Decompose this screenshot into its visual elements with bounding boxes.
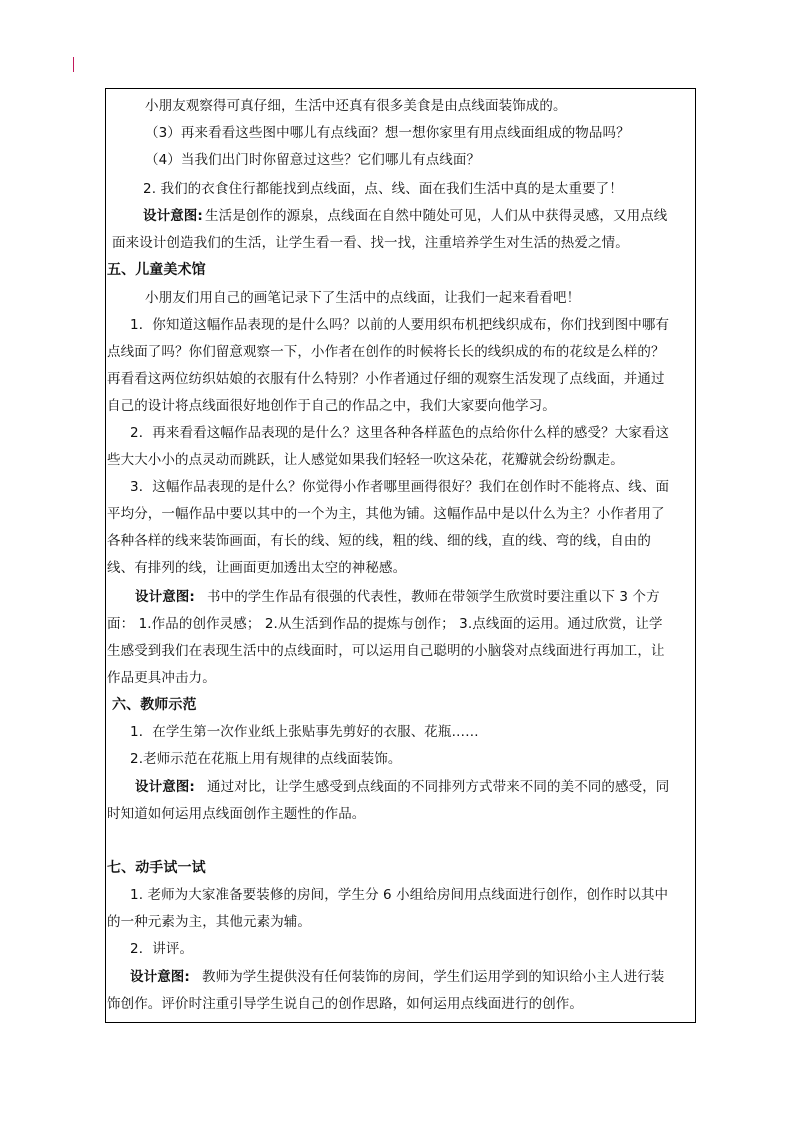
- margin-mark: [73, 57, 74, 72]
- text-line: 生感受到我们在表现生活中的点线面时，可以运用自己聪明的小脑袋对点线面进行再加工，让: [107, 643, 665, 659]
- text-line: 线、有排列的线，让画面更加透出太空的神秘感。: [107, 560, 407, 576]
- design-intent-label: 设计意图:: [143, 208, 203, 224]
- text-line: 时知道如何运用点线面创作主题性的作品。: [107, 806, 366, 822]
- text-line: 通过对比，让学生感受到点线面的不同排列方式带来不同的美不同的感受，同: [207, 779, 670, 795]
- section-heading-7: 七、动手试一试: [107, 860, 206, 876]
- text-line: 2. 我们的衣食住行都能找到点线面，点、线、面在我们生活中真的是太重要了！: [143, 181, 623, 197]
- text-line: 生活是创作的源泉，点线面在自然中随处可见，人们从中获得灵感，又用点线: [205, 208, 668, 224]
- text-line: 平均分，一幅作品中要以其中的一个为主，其他为铺。这幅作品中是以什么为主？小作者用了: [107, 506, 665, 522]
- text-line: 作品更具冲击力。: [107, 670, 216, 686]
- text-line: 小朋友们用自己的画笔记录下了生活中的点线面，让我们一起来看看吧！: [145, 290, 581, 306]
- text-line: 面来设计创造我们的生活，让学生看一看、找一找，注重培养学生对生活的热爱之情。: [112, 235, 629, 251]
- section-heading-6: 六、教师示范: [112, 697, 197, 713]
- text-line: 3．这幅作品表现的是什么？你觉得小作者哪里画得很好？我们在创作时不能将点、线、面: [130, 479, 670, 495]
- text-line: 2．讲评。: [130, 941, 194, 957]
- text-line: 2.老师示范在花瓶上用有规律的点线面装饰。: [130, 751, 402, 767]
- text-line: 饰创作。评价时注重引导学生说自己的创作思路，如何运用点线面进行的创作。: [107, 996, 583, 1012]
- text-line: 再看看这两位纺织姑娘的衣服有什么特别？小作者通过仔细的观察生活发现了点线面，并通过: [107, 371, 665, 387]
- text-line: 教师为学生提供没有任何装饰的房间，学生们运用学到的知识给小主人进行装: [202, 969, 665, 985]
- text-line: 的一种元素为主，其他元素为辅。: [107, 914, 311, 930]
- text-line: 小朋友观察得可真仔细，生活中还真有很多美食是由点线面装饰成的。: [145, 98, 567, 114]
- text-line: 1. 老师为大家准备要装修的房间，学生分 6 小组给房间用点线面进行创作，创作时以其中: [130, 887, 669, 903]
- section-heading-5: 五、儿童美术馆: [107, 262, 206, 278]
- text-line: 些大大小小的点灵动而跳跃，让人感觉如果我们轻轻一吹这朵花，花瓣就会纷纷飘走。: [107, 452, 624, 468]
- text-line: 1．在学生第一次作业纸上张贴事先剪好的衣服、花瓶……: [130, 724, 479, 740]
- text-line: （3）再来看看这些图中哪儿有点线面？想一想你家里有用点线面组成的物品吗？: [145, 125, 630, 141]
- text-line: 1．你知道这幅作品表现的是什么吗？以前的人要用织布机把线织成布，你们找到图中哪有: [130, 317, 670, 333]
- design-intent-label: 设计意图:: [135, 589, 195, 605]
- text-line: 各种各样的线来装饰画面，有长的线、短的线，粗的线、细的线，直的线、弯的线，自由的: [107, 533, 651, 549]
- text-line: （4）当我们出门时你留意过这些？它们哪儿有点线面？: [145, 152, 481, 168]
- text-line: 点线面了吗？你们留意观察一下，小作者在创作的时候将长长的线织成的布的花纹是么样的？: [107, 344, 665, 360]
- table-cell-border: [105, 88, 696, 1023]
- text-line: 2．再来看看这幅作品表现的是什么？这里各种各样蓝色的点给你什么样的感受？大家看这: [130, 425, 670, 441]
- design-intent-label: 设计意图:: [135, 779, 195, 795]
- text-line: 书中的学生作品有很强的代表性，教师在带领学生欣赏时要注重以下 3 个方: [207, 589, 660, 605]
- text-line: 自己的设计将点线面很好地创作于自己的作品之中，我们大家要向他学习。: [107, 398, 556, 414]
- text-line: 面： 1.作品的创作灵感； 2.从生活到作品的提炼与创作； 3.点线面的运用。通过欣赏，让学: [107, 616, 663, 632]
- design-intent-label: 设计意图:: [130, 969, 190, 985]
